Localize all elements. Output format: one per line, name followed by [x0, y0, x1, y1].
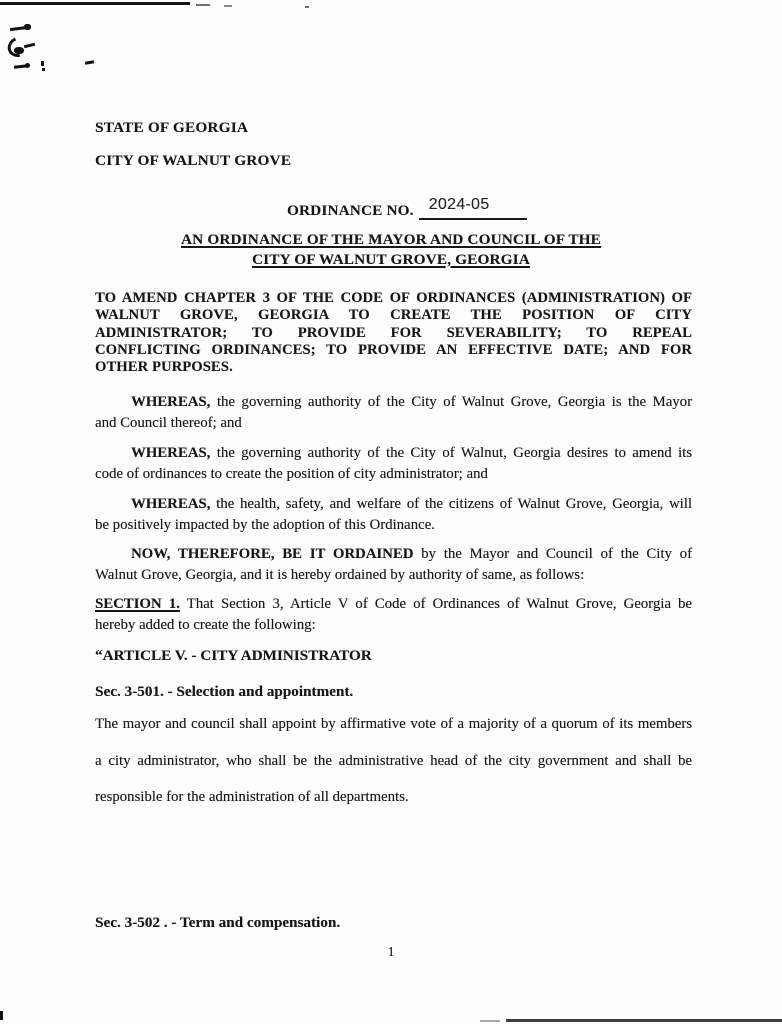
document-title-line-1: AN ORDINANCE OF THE MAYOR AND COUNCIL OF THE	[180, 231, 602, 248]
whereas-line: be positively impacted by the adoption of this Ordinance.	[95, 517, 435, 533]
ordinance-number-row	[287, 194, 527, 220]
scan-artifact-scribble-blob-1	[24, 24, 31, 30]
whereas-line: WHEREAS, the governing authority of the City of Walnut, Georgia desires to amend its	[131, 445, 692, 461]
scan-artifact-scribble-tick-bottom	[42, 68, 45, 71]
state-line: STATE OF GEORGIA	[95, 119, 249, 136]
scan-artifact-top-line	[0, 2, 190, 5]
city-line: CITY OF WALNUT GROVE	[95, 152, 292, 169]
whereas-lead: WHEREAS,	[131, 496, 211, 512]
document-title-line-2: CITY OF WALNUT GROVE, GEORGIA	[252, 250, 530, 268]
whereas-paragraph-1	[95, 392, 692, 434]
sec-3-501-line: The mayor and council shall appoint by affirmative vote of a majority of a quorum of its members	[95, 716, 692, 732]
scan-artifact-bottom-line	[506, 1019, 782, 1022]
enactment-paragraph	[95, 544, 692, 586]
document-title	[0, 230, 782, 269]
section-1-line: hereby added to create the following:	[95, 617, 316, 633]
scan-artifact-scribble-dot-1	[25, 63, 30, 68]
scan-artifact-top-dot-2	[305, 6, 309, 8]
summary-line: WALNUT GROVE, GEORGIA TO CREATE THE POSITION OF CITY	[95, 307, 692, 324]
section-1-lead: SECTION 1.	[95, 596, 180, 612]
sec-3-501-line: responsible for the administration of all departments.	[95, 789, 409, 805]
summary-line: TO AMEND CHAPTER 3 OF THE CODE OF ORDINANCES (ADMINISTRATION) OF	[95, 290, 692, 306]
summary-paragraph	[95, 290, 692, 376]
enactment-line: Walnut Grove, Georgia, and it is hereby ordained by authority of same, as follows:	[95, 567, 585, 583]
whereas-paragraph-3	[95, 494, 692, 536]
whereas-paragraph-2	[95, 443, 692, 485]
section-1-line: SECTION 1. That Section 3, Article V of Code of Ordinances of Walnut Grove, Georgia be	[95, 596, 692, 612]
sec-3-501-paragraph	[95, 706, 692, 816]
summary-line: ADMINISTRATOR; TO PROVIDE FOR SEVERABILITY; TO REPEAL	[95, 324, 692, 341]
summary-line: OTHER PURPOSES.	[95, 359, 233, 376]
sec-3-501-line: a city administrator, who shall be the administrative head of the city government and shall be	[95, 752, 692, 769]
summary-line: CONFLICTING ORDINANCES; TO PROVIDE AN EFFECTIVE DATE; AND FOR	[95, 341, 692, 358]
scan-artifact-scribble-dash-3	[85, 60, 94, 65]
scan-artifact-left-edge-mark	[0, 1011, 3, 1020]
sec-3-502-heading: Sec. 3-502 . - Term and compensation.	[95, 914, 341, 931]
whereas-line: code of ordinances to create the position of city administrator; and	[95, 466, 488, 482]
section-1-paragraph	[95, 594, 692, 636]
page-number: 1	[387, 944, 395, 959]
scan-artifact-bottom-dots	[480, 1020, 500, 1022]
whereas-line: WHEREAS, the governing authority of the City of Walnut Grove, Georgia is the Mayor	[131, 394, 692, 410]
scan-artifact-top-dash	[196, 4, 210, 6]
whereas-lead: WHEREAS,	[131, 394, 211, 410]
whereas-line: and Council thereof; and	[95, 415, 242, 431]
enactment-lead: NOW, THEREFORE, BE IT ORDAINED	[131, 546, 414, 562]
scan-artifact-scribble-blob-2	[14, 47, 24, 54]
sec-3-501-heading: Sec. 3-501. - Selection and appointment.	[95, 683, 354, 700]
enactment-line: NOW, THEREFORE, BE IT ORDAINED by the Mayor and Council of the City of	[131, 546, 692, 562]
scan-artifact-top-dot	[224, 5, 232, 7]
article-v-heading: “ARTICLE V. - CITY ADMINISTRATOR	[95, 647, 372, 664]
ordinance-no-label: ORDINANCE NO.	[287, 202, 414, 219]
whereas-lead: WHEREAS,	[131, 445, 211, 461]
scan-artifact-scribble-tick-top	[41, 61, 44, 66]
whereas-line: WHEREAS, the health, safety, and welfare of the citizens of Walnut Grove, Georgia, will	[131, 496, 692, 512]
ordinance-no-value: 2024-05	[428, 196, 490, 213]
ordinance-no-underline	[419, 194, 527, 220]
